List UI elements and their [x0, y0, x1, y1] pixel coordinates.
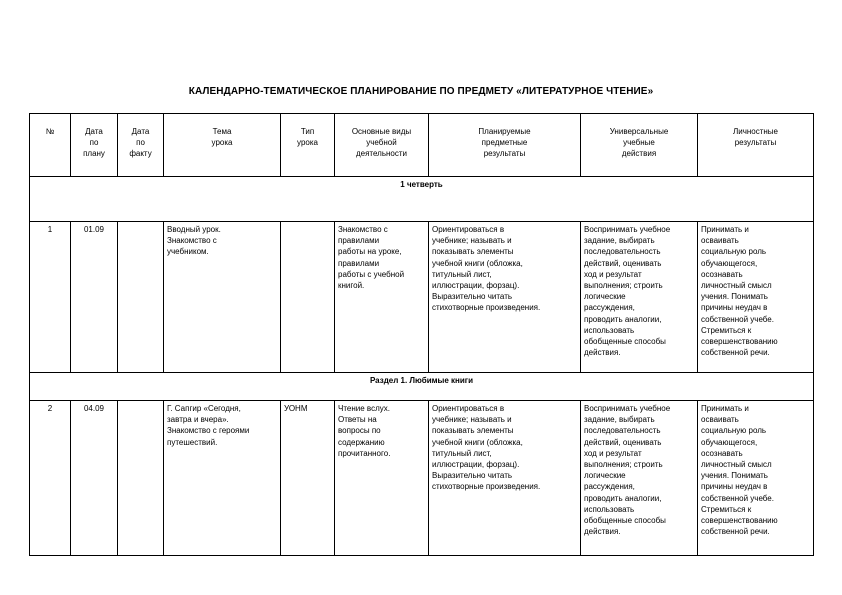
- header-activities: Основные виды учебной деятельности: [335, 114, 429, 177]
- section-row: [30, 373, 814, 401]
- cell-topic: Вводный урок. Знакомство с учебником.: [164, 222, 281, 373]
- cell-type: [281, 222, 335, 373]
- cell-activities: Знакомство с правилами работы на уроке, правилами работы с учебной книгой.: [335, 222, 429, 373]
- header-uud: Универсальные учебные действия: [581, 114, 698, 177]
- cell-subject-results: Ориентироваться в учебнике; называть и показывать элементы учебной книги (обложка, титульный лист, иллюстрации, форзац). Выразительно читать стихотворные произведения.: [429, 401, 581, 556]
- section-label: 1 четверть: [30, 177, 814, 222]
- header-subject-results: Планируемые предметные результаты: [429, 114, 581, 177]
- section-label: Раздел 1. Любимые книги: [30, 373, 814, 401]
- header-date-plan: Дата по плану: [71, 114, 118, 177]
- cell-num: 1: [30, 222, 71, 373]
- cell-personal: Принимать и осваивать социальную роль обучающегося, осознавать личностный смысл учения. Понимать причины неудач в собственной учебе. Стремиться к совершенствованию собственной речи.: [698, 222, 814, 373]
- cell-topic: Г. Сапгир «Сегодня, завтра и вчера». Знакомство с героями путешествий.: [164, 401, 281, 556]
- header-date-fact: Дата по факту: [118, 114, 164, 177]
- cell-type: УОНМ: [281, 401, 335, 556]
- cell-personal: Принимать и осваивать социальную роль обучающегося, осознавать личностный смысл учения. Понимать причины неудач в собственной учебе. Стремиться к совершенствованию собственной речи.: [698, 401, 814, 556]
- section-row: [30, 177, 814, 222]
- document-title: КАЛЕНДАРНО-ТЕМАТИЧЕСКОЕ ПЛАНИРОВАНИЕ ПО ПРЕДМЕТУ «ЛИТЕРАТУРНОЕ ЧТЕНИЕ»: [188, 86, 654, 97]
- table-row: [30, 222, 814, 373]
- cell-num: 2: [30, 401, 71, 556]
- header-row: [30, 114, 814, 177]
- header-topic: Тема урока: [164, 114, 281, 177]
- header-personal: Личностные результаты: [698, 114, 814, 177]
- cell-uud: Воспринимать учебное задание, выбирать последовательность действий, оценивать ход и результат выполнения; строить логические рассуждения, проводить аналогии, использовать обобщенные способы действия.: [581, 401, 698, 556]
- header-type: Тип урока: [281, 114, 335, 177]
- planning-table: [29, 113, 814, 556]
- header-num: №: [30, 114, 71, 177]
- cell-date-fact: [118, 222, 164, 373]
- table-row: [30, 401, 814, 556]
- cell-subject-results: Ориентироваться в учебнике; называть и показывать элементы учебной книги (обложка, титульный лист, иллюстрации, форзац). Выразительно читать стихотворные произведения.: [429, 222, 581, 373]
- cell-activities: Чтение вслух. Ответы на вопросы по содержанию прочитанного.: [335, 401, 429, 556]
- cell-date-plan: 01.09: [71, 222, 118, 373]
- cell-date-fact: [118, 401, 164, 556]
- cell-uud: Воспринимать учебное задание, выбирать последовательность действий, оценивать ход и результат выполнения; строить логические рассуждения, проводить аналогии, использовать обобщенные способы действия.: [581, 222, 698, 373]
- cell-date-plan: 04.09: [71, 401, 118, 556]
